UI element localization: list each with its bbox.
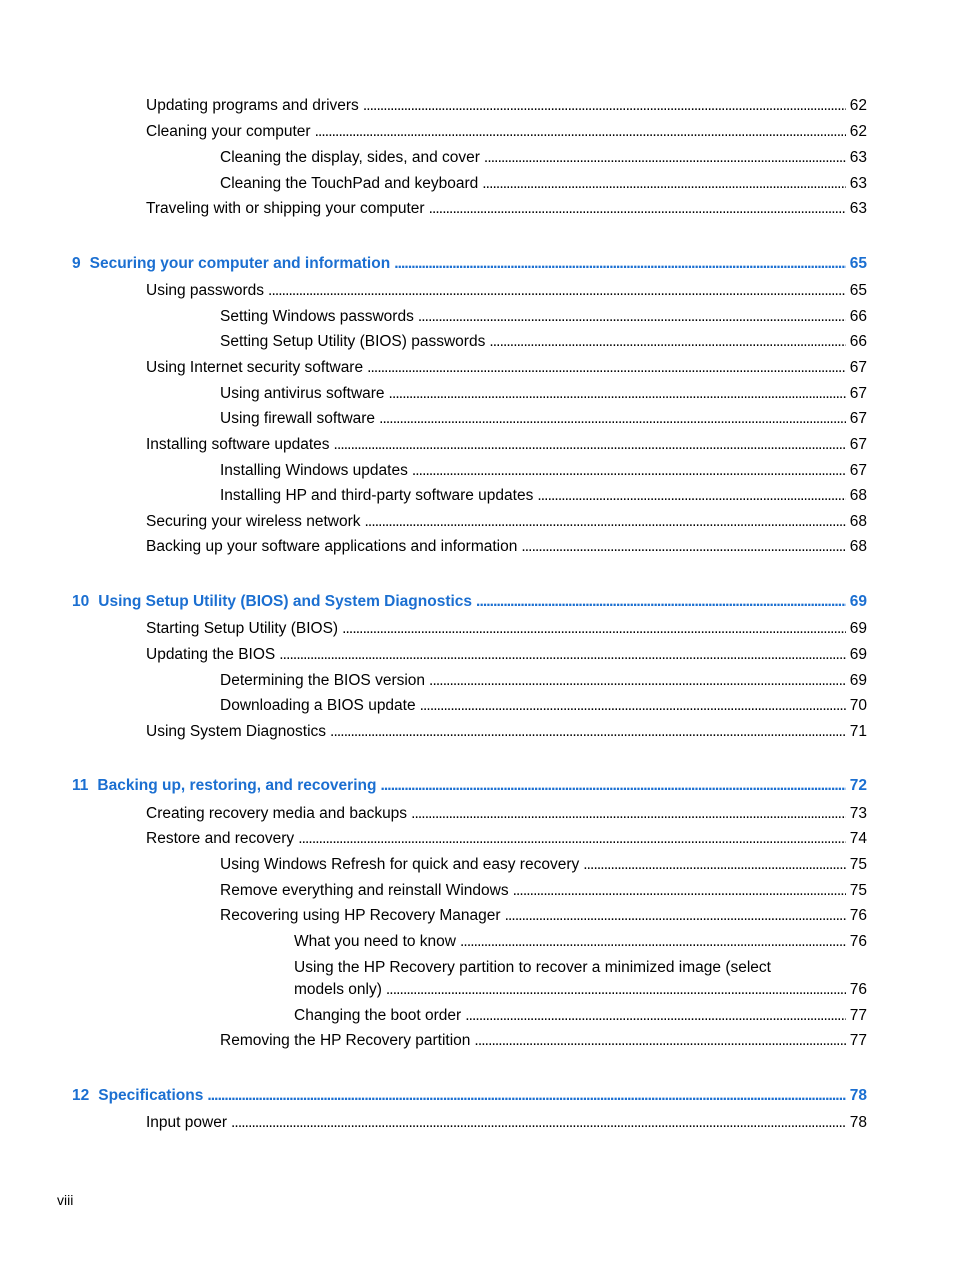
toc-page-number: 65 [849, 282, 867, 299]
toc-entry[interactable] [146, 280, 867, 302]
toc-page-number: 78 [849, 1114, 867, 1131]
toc-page-number: 75 [849, 882, 867, 899]
toc-chapter-entry[interactable] [72, 591, 867, 613]
chapter-heading [72, 1085, 203, 1107]
dot-leader [482, 173, 846, 195]
toc-entry[interactable] [220, 147, 867, 169]
toc-entry[interactable] [220, 331, 867, 353]
page-number-footer: viii [57, 1192, 74, 1208]
chapter-title: Securing your computer and information [89, 255, 391, 272]
dot-leader [334, 434, 846, 456]
chapter-heading [72, 775, 376, 797]
toc-entry-title: Input power [146, 1114, 227, 1131]
toc-entry-title: What you need to know [294, 933, 456, 950]
toc-entry-title: Remove everything and reinstall Windows [220, 882, 509, 899]
toc-chapter-entry[interactable] [72, 775, 867, 797]
dot-leader [489, 331, 845, 353]
toc-entry-title: Updating the BIOS [146, 646, 276, 663]
toc-entry[interactable] [220, 1030, 867, 1052]
toc-entry[interactable] [220, 854, 867, 876]
toc-page-number: 74 [849, 830, 867, 847]
dot-leader [476, 591, 846, 613]
toc-entry-title: Using passwords [146, 282, 265, 299]
toc-entry[interactable] [294, 1005, 867, 1027]
toc-entry-title: Installing software updates [146, 436, 330, 453]
toc-entry-title: Securing your wireless network [146, 513, 361, 530]
toc-entry-title: Setting Setup Utility (BIOS) passwords [220, 333, 486, 350]
chapter-heading [72, 591, 472, 613]
toc-page-number: 76 [849, 981, 867, 998]
dot-leader [521, 536, 845, 558]
toc-page-number: 62 [849, 123, 867, 140]
toc-page-number: 70 [849, 697, 867, 714]
toc-entry[interactable] [146, 644, 867, 666]
toc-entry[interactable] [220, 670, 867, 692]
toc-entry-title: Using firewall software [220, 410, 376, 427]
dot-leader [386, 979, 846, 1001]
toc-chapter-entry[interactable] [72, 253, 867, 275]
toc-entry[interactable] [294, 979, 867, 1001]
toc-page-number: 66 [849, 333, 867, 350]
chapter-number: 11 [72, 777, 89, 794]
toc-entry-title: Removing the HP Recovery partition [220, 1032, 471, 1049]
toc-entry[interactable] [146, 618, 867, 640]
toc-entry-title: Installing HP and third-party software updates [220, 487, 534, 504]
toc-chapter-entry[interactable] [72, 1085, 867, 1107]
toc-entry-title: Using Windows Refresh for quick and easy recovery [220, 856, 580, 873]
toc-page-number: 66 [849, 308, 867, 325]
dot-leader [315, 121, 846, 143]
toc-page-number: 77 [849, 1032, 867, 1049]
dot-leader [363, 95, 846, 117]
toc-entry-title: Creating recovery media and backups [146, 805, 408, 822]
toc-entry[interactable] [146, 828, 867, 850]
dot-leader [279, 644, 846, 666]
chapter-number: 10 [72, 593, 90, 610]
toc-page-number: 78 [849, 1087, 867, 1104]
toc-page-number: 65 [849, 255, 867, 272]
toc-page-number: 76 [849, 933, 867, 950]
toc-page-number: 73 [849, 805, 867, 822]
dot-leader [207, 1085, 845, 1107]
toc-page-number: 69 [849, 646, 867, 663]
toc-entry-title: Starting Setup Utility (BIOS) [146, 620, 339, 637]
dot-leader [537, 485, 845, 507]
toc-page-number: 69 [849, 672, 867, 689]
toc-page-number: 76 [849, 907, 867, 924]
toc-page-number: 63 [849, 149, 867, 166]
dot-leader [465, 1005, 846, 1027]
toc-entry[interactable] [220, 485, 867, 507]
dot-leader [298, 828, 846, 850]
chapter-number: 9 [72, 255, 81, 272]
dot-leader [268, 280, 846, 302]
toc-entry[interactable] [146, 95, 867, 117]
chapter-number: 12 [72, 1087, 90, 1104]
toc-entry[interactable] [146, 434, 867, 456]
toc-page-number: 67 [849, 359, 867, 376]
toc-entry[interactable] [146, 536, 867, 558]
toc-entry[interactable] [220, 408, 867, 430]
toc-page-number: 69 [849, 620, 867, 637]
toc-entry[interactable] [220, 905, 867, 927]
toc-page-number: 67 [849, 436, 867, 453]
dot-leader [380, 775, 845, 797]
dot-leader [342, 618, 846, 640]
toc-page-number: 68 [849, 487, 867, 504]
toc-entry-title: Cleaning the display, sides, and cover [220, 149, 480, 166]
dot-leader [484, 147, 846, 169]
toc-entry[interactable] [146, 721, 867, 743]
toc-page-number: 63 [849, 175, 867, 192]
dot-leader [474, 1030, 845, 1052]
toc-entry[interactable] [146, 803, 867, 825]
toc-entry-title: Using Internet security software [146, 359, 364, 376]
chapter-title: Backing up, restoring, and recovering [97, 777, 377, 794]
toc-page-number: 68 [849, 538, 867, 555]
toc-entry[interactable] [220, 173, 867, 195]
dot-leader [379, 408, 846, 430]
toc-entry[interactable] [146, 121, 867, 143]
toc-page-number: 67 [849, 385, 867, 402]
toc-page-number: 77 [849, 1007, 867, 1024]
toc-entry-title: Setting Windows passwords [220, 308, 414, 325]
toc-entry[interactable] [220, 306, 867, 328]
toc-page-number: 71 [849, 723, 867, 740]
chapter-title: Using Setup Utility (BIOS) and System Diagnostics [98, 593, 473, 610]
toc-entry-title: Downloading a BIOS update [220, 697, 416, 714]
toc-entry-title: Backing up your software applications and information [146, 538, 518, 555]
toc-entry-title: Traveling with or shipping your computer [146, 200, 425, 217]
dot-leader [505, 905, 846, 927]
toc-entry[interactable] [146, 1112, 867, 1134]
toc-entry-title: models only) [294, 981, 382, 998]
dot-leader [429, 670, 846, 692]
toc-entry-title: Determining the BIOS version [220, 672, 426, 689]
toc-page-number: 67 [849, 410, 867, 427]
chapter-heading [72, 253, 390, 275]
dot-leader [389, 383, 846, 405]
dot-leader [418, 306, 846, 328]
toc-entry-title: Using antivirus software [220, 385, 385, 402]
chapter-title: Specifications [98, 1087, 204, 1104]
toc-entry[interactable] [146, 198, 867, 220]
dot-leader [583, 854, 846, 876]
toc-entry-title: Using System Diagnostics [146, 723, 327, 740]
toc-page-number: 62 [849, 97, 867, 114]
dot-leader [513, 880, 846, 902]
toc-page-number: 63 [849, 200, 867, 217]
toc-page-number: 68 [849, 513, 867, 530]
dot-leader [420, 695, 846, 717]
dot-leader [231, 1112, 846, 1134]
toc-entry-title: Cleaning your computer [146, 123, 311, 140]
toc-page-number: 67 [849, 462, 867, 479]
toc-entry[interactable] [220, 460, 867, 482]
toc-entry-title-line[interactable]: Using the HP Recovery partition to recover a minimized image (select [294, 959, 771, 976]
dot-leader [429, 198, 846, 220]
dot-leader [412, 460, 846, 482]
dot-leader [460, 931, 846, 953]
dot-leader [365, 511, 846, 533]
toc-entry-title: Cleaning the TouchPad and keyboard [220, 175, 479, 192]
toc-entry-title: Restore and recovery [146, 830, 295, 847]
toc-entry-title: Installing Windows updates [220, 462, 408, 479]
toc-page-number: 72 [849, 777, 867, 794]
dot-leader [411, 803, 846, 825]
toc-entry-title: Updating programs and drivers [146, 97, 359, 114]
toc-entry-title: Recovering using HP Recovery Manager [220, 907, 501, 924]
toc-entry[interactable] [294, 931, 867, 953]
toc-entry[interactable] [146, 357, 867, 379]
toc-entry[interactable] [220, 880, 867, 902]
dot-leader [330, 721, 846, 743]
toc-page-number: 75 [849, 856, 867, 873]
toc-entry[interactable] [146, 511, 867, 533]
toc-entry[interactable] [220, 383, 867, 405]
toc-page-number: 69 [849, 593, 867, 610]
toc-entry-title: Changing the boot order [294, 1007, 462, 1024]
dot-leader [394, 253, 846, 275]
dot-leader [367, 357, 846, 379]
toc-entry[interactable] [220, 695, 867, 717]
